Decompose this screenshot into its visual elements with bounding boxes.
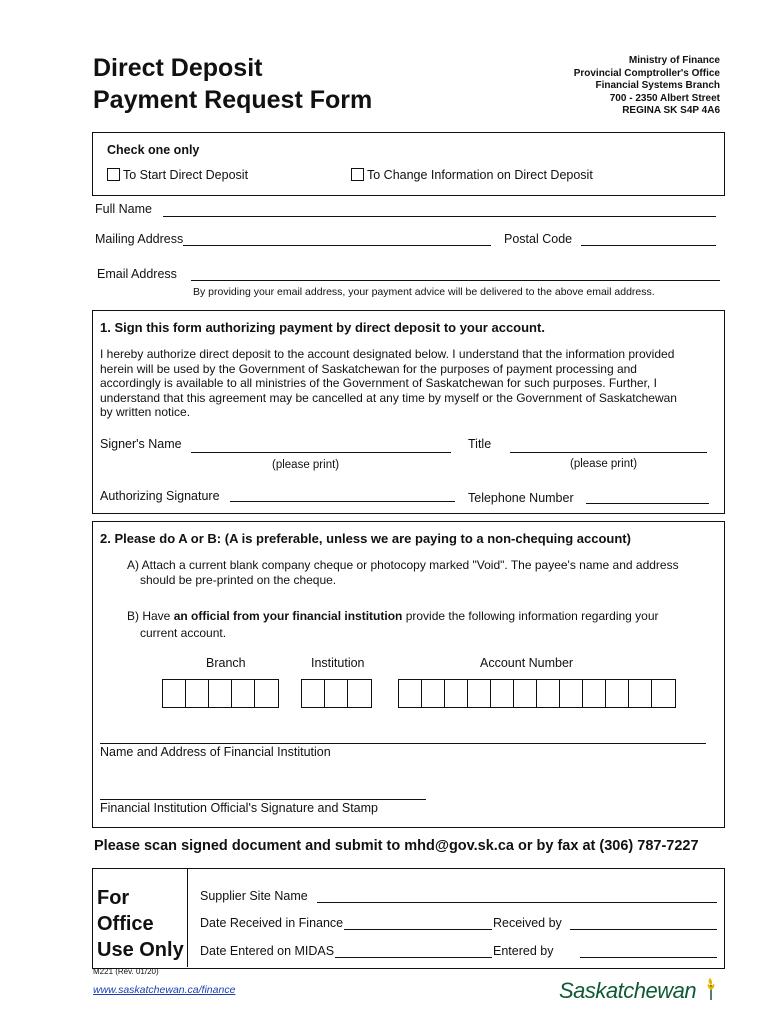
saskatchewan-logo-text: Saskatchewan xyxy=(559,978,697,1003)
branch-digit-box[interactable] xyxy=(255,680,278,707)
branch-digit-box[interactable] xyxy=(232,680,255,707)
account-digit-box[interactable] xyxy=(537,680,560,707)
branch-digit-box[interactable] xyxy=(209,680,232,707)
office-use-title-line3: Use Only xyxy=(97,939,184,961)
section1-body-line: understand that this agreement may be cancelled at any time by myself or the Government of Saskatchewan xyxy=(100,390,677,405)
section1-body xyxy=(100,347,677,420)
branch-digit-box[interactable] xyxy=(163,680,186,707)
account-digit-box[interactable] xyxy=(468,680,491,707)
fi-name-address-field[interactable] xyxy=(100,743,706,744)
option-a-line1: A) Attach a current blank company cheque or photocopy marked "Void". The payee's name and address xyxy=(127,558,679,572)
received-by-label: Received by xyxy=(493,916,562,930)
institution-digit-boxes[interactable] xyxy=(301,679,372,708)
signers-name-label: Signer's Name xyxy=(100,437,182,451)
option-b-suffix: provide the following information regarding your xyxy=(402,609,659,623)
account-digit-box[interactable] xyxy=(399,680,422,707)
telephone-number-label: Telephone Number xyxy=(468,491,574,505)
email-address-field[interactable] xyxy=(191,280,720,281)
section1-heading: 1. Sign this form authorizing payment by direct deposit to your account. xyxy=(100,320,545,335)
office-use-title xyxy=(97,885,184,963)
received-by-field[interactable] xyxy=(570,929,717,930)
option-b-text xyxy=(127,609,659,640)
form-title xyxy=(93,52,372,116)
authorizing-signature-field[interactable] xyxy=(230,501,455,502)
date-entered-field[interactable] xyxy=(335,957,492,958)
authorizing-signature-label: Authorizing Signature xyxy=(100,489,220,503)
mailing-address-label: Mailing Address xyxy=(95,232,184,246)
email-note: By providing your email address, your payment advice will be delivered to the above email address. xyxy=(193,286,655,298)
postal-code-field[interactable] xyxy=(581,245,716,246)
institution-digit-box[interactable] xyxy=(348,680,371,707)
telephone-number-field[interactable] xyxy=(586,503,709,504)
option-b-line2: current account. xyxy=(140,625,227,640)
date-received-label: Date Received in Finance xyxy=(200,916,344,930)
form-code: M221 (Rev. 01/20) xyxy=(93,967,159,976)
option-b-bold: an official from your financial institution xyxy=(173,609,403,623)
date-entered-label: Date Entered on MIDAS xyxy=(200,944,335,958)
section1-body-line: herein will be used by the Government of Saskatchewan for the purposes of payment processing and xyxy=(100,361,637,376)
section2-heading: 2. Please do A or B: (A is preferable, unless we are paying to a non-chequing account) xyxy=(100,531,631,546)
ministry-line: 700 - 2350 Albert Street xyxy=(609,92,720,104)
section1-body-line: accordingly is available to all ministries of the Government of Saskatchewan for such purposes. Further, I xyxy=(100,376,657,390)
supplier-site-name-label: Supplier Site Name xyxy=(200,889,308,903)
institution-label: Institution xyxy=(311,656,365,670)
institution-digit-box[interactable] xyxy=(302,680,325,707)
check-one-box xyxy=(92,132,725,196)
account-digit-box[interactable] xyxy=(445,680,468,707)
account-digit-box[interactable] xyxy=(583,680,606,707)
form-title-line2: Payment Request Form xyxy=(93,86,373,114)
ministry-line: Financial Systems Branch xyxy=(595,80,720,91)
signers-name-field[interactable] xyxy=(191,452,451,453)
account-digit-box[interactable] xyxy=(652,680,675,707)
title-field[interactable] xyxy=(510,452,707,453)
email-address-label: Email Address xyxy=(97,267,177,281)
branch-label: Branch xyxy=(206,656,246,670)
account-digit-box[interactable] xyxy=(422,680,445,707)
account-digit-box[interactable] xyxy=(629,680,652,707)
account-digit-box[interactable] xyxy=(606,680,629,707)
change-direct-deposit-checkbox[interactable] xyxy=(351,168,364,181)
saskatchewan-logo xyxy=(559,977,718,1004)
branch-digit-boxes[interactable] xyxy=(162,679,279,708)
check-one-heading: Check one only xyxy=(107,143,200,157)
ministry-line: Provincial Comptroller's Office xyxy=(573,67,720,79)
account-digit-box[interactable] xyxy=(514,680,537,707)
account-digit-box[interactable] xyxy=(560,680,583,707)
please-print-name-hint: (please print) xyxy=(272,459,340,471)
postal-code-label: Postal Code xyxy=(504,232,573,246)
start-direct-deposit-checkbox[interactable] xyxy=(107,168,120,181)
account-number-label: Account Number xyxy=(480,656,574,670)
ministry-line: Ministry of Finance xyxy=(628,55,720,66)
entered-by-field[interactable] xyxy=(580,957,717,958)
date-received-field[interactable] xyxy=(344,929,492,930)
institution-digit-box[interactable] xyxy=(325,680,348,707)
change-direct-deposit-label: To Change Information on Direct Deposit xyxy=(367,168,593,182)
office-use-title-line2: Office xyxy=(97,913,154,935)
mailing-address-field[interactable] xyxy=(183,245,491,246)
full-name-label: Full Name xyxy=(95,202,152,216)
office-use-divider xyxy=(187,868,188,967)
fi-signature-label: Financial Institution Official's Signature and Stamp xyxy=(100,801,378,815)
ministry-line: REGINA SK S4P 4A6 xyxy=(622,105,720,116)
please-print-title-hint: (please print) xyxy=(570,458,638,470)
option-b-prefix: B) Have xyxy=(127,609,174,623)
account-digit-boxes[interactable] xyxy=(398,679,676,708)
wheat-icon xyxy=(704,977,718,1001)
fi-name-address-label: Name and Address of Financial Institution xyxy=(100,745,331,759)
account-digit-box[interactable] xyxy=(491,680,514,707)
submit-note: Please scan signed document and submit to mhd@gov.sk.ca or by fax at (306) 787-7227 xyxy=(94,838,699,854)
full-name-field[interactable] xyxy=(163,216,716,217)
office-use-title-line1: For xyxy=(97,887,130,909)
section1-body-line: by written notice. xyxy=(100,405,191,419)
supplier-site-name-field[interactable] xyxy=(317,902,717,903)
website-link[interactable]: www.saskatchewan.ca/finance xyxy=(93,984,236,996)
section1-body-line: I hereby authorize direct deposit to the account designated below. I understand that the information provided xyxy=(100,347,675,361)
ministry-address xyxy=(574,55,720,118)
branch-digit-box[interactable] xyxy=(186,680,209,707)
form-title-line1: Direct Deposit xyxy=(93,54,263,82)
option-a-text xyxy=(127,558,679,587)
entered-by-label: Entered by xyxy=(493,944,554,958)
fi-signature-field[interactable] xyxy=(100,799,426,800)
option-a-line2: should be pre-printed on the cheque. xyxy=(140,572,337,587)
title-label: Title xyxy=(468,437,492,451)
start-direct-deposit-label: To Start Direct Deposit xyxy=(123,168,249,182)
